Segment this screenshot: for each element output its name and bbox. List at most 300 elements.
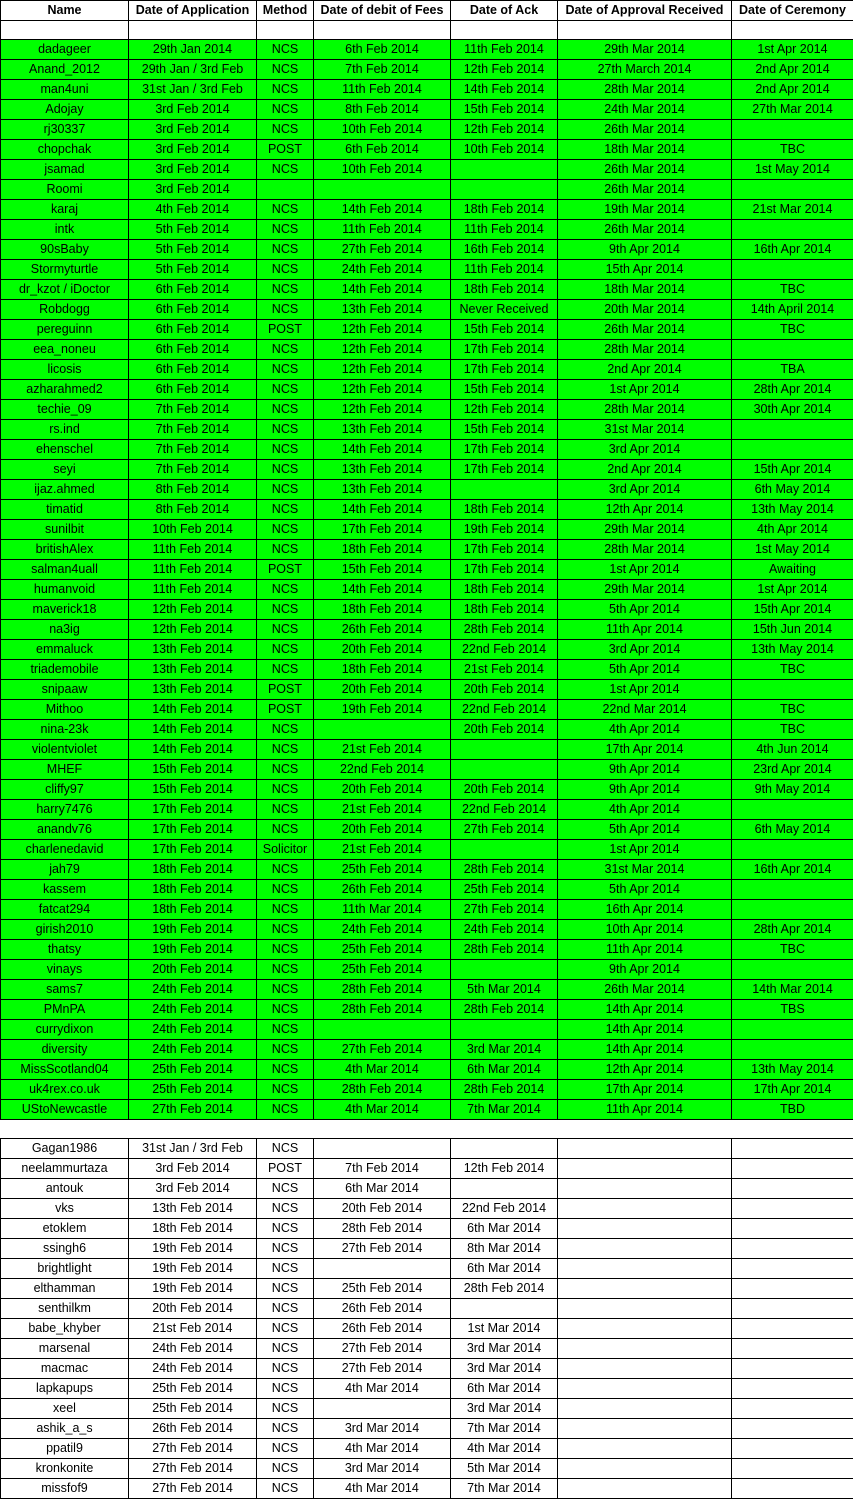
- method-cell: NCS: [257, 920, 314, 940]
- method-cell: NCS: [257, 980, 314, 1000]
- table-body: [1, 21, 853, 1499]
- date-of-approval-received-cell: [558, 1259, 732, 1279]
- approved-row: [1, 960, 853, 980]
- name-cell: intk: [1, 220, 129, 240]
- date-of-application-cell: 3rd Feb 2014: [129, 140, 257, 160]
- name-cell: violentviolet: [1, 740, 129, 760]
- date-of-approval-received-cell: 1st Apr 2014: [558, 840, 732, 860]
- header-name: Name: [1, 1, 129, 21]
- date-of-ceremony-cell: [732, 1299, 853, 1319]
- date-of-approval-received-cell: [558, 1219, 732, 1239]
- name-cell: rs.ind: [1, 420, 129, 440]
- approved-row: [1, 900, 853, 920]
- date-of-ack-cell: 28th Feb 2014: [451, 940, 558, 960]
- method-cell: NCS: [257, 460, 314, 480]
- approved-row: [1, 340, 853, 360]
- date-of-approval-received-cell: 29th Mar 2014: [558, 40, 732, 60]
- date-of-debit-of-fees-cell: 10th Feb 2014: [314, 160, 451, 180]
- date-of-application-cell: 25th Feb 2014: [129, 1379, 257, 1399]
- date-of-ceremony-cell: 13th May 2014: [732, 500, 853, 520]
- date-of-application-cell: 25th Feb 2014: [129, 1080, 257, 1100]
- name-cell: chopchak: [1, 140, 129, 160]
- date-of-ceremony-cell: TBD: [732, 1100, 853, 1120]
- date-of-debit-of-fees-cell: 13th Feb 2014: [314, 300, 451, 320]
- date-of-debit-of-fees-cell: 20th Feb 2014: [314, 780, 451, 800]
- date-of-ceremony-cell: [732, 1199, 853, 1219]
- date-of-application-cell: 20th Feb 2014: [129, 960, 257, 980]
- method-cell: NCS: [257, 1479, 314, 1499]
- date-of-application-cell: 3rd Feb 2014: [129, 1159, 257, 1179]
- date-of-application-cell: 19th Feb 2014: [129, 1259, 257, 1279]
- name-cell: timatid: [1, 500, 129, 520]
- date-of-ceremony-cell: 28th Apr 2014: [732, 920, 853, 940]
- date-of-ack-cell: 1st Mar 2014: [451, 1319, 558, 1339]
- date-of-ack-cell: 12th Feb 2014: [451, 400, 558, 420]
- date-of-ceremony-cell: [732, 1159, 853, 1179]
- approved-row: [1, 760, 853, 780]
- date-of-ceremony-cell: 9th May 2014: [732, 780, 853, 800]
- date-of-approval-received-cell: 29th Mar 2014: [558, 520, 732, 540]
- date-of-ack-cell: [451, 760, 558, 780]
- date-of-ack-cell: 7th Mar 2014: [451, 1100, 558, 1120]
- pending-row: [1, 1139, 853, 1159]
- approved-row: [1, 940, 853, 960]
- date-of-debit-of-fees-cell: 3rd Mar 2014: [314, 1459, 451, 1479]
- date-of-approval-received-cell: 31st Mar 2014: [558, 420, 732, 440]
- header-date-of-debit-of-fees: Date of debit of Fees: [314, 1, 451, 21]
- date-of-approval-received-cell: [558, 1419, 732, 1439]
- date-of-ceremony-cell: [732, 840, 853, 860]
- date-of-approval-received-cell: 4th Apr 2014: [558, 800, 732, 820]
- date-of-approval-received-cell: 15th Apr 2014: [558, 260, 732, 280]
- date-of-ack-cell: 15th Feb 2014: [451, 320, 558, 340]
- approved-row: [1, 400, 853, 420]
- method-cell: NCS: [257, 660, 314, 680]
- pending-row: [1, 1239, 853, 1259]
- approved-row: [1, 460, 853, 480]
- name-cell: neelammurtaza: [1, 1159, 129, 1179]
- approved-row: [1, 60, 853, 80]
- date-of-approval-received-cell: 1st Apr 2014: [558, 380, 732, 400]
- date-of-ceremony-cell: 16th Apr 2014: [732, 860, 853, 880]
- pending-row: [1, 1279, 853, 1299]
- date-of-application-cell: 17th Feb 2014: [129, 800, 257, 820]
- date-of-debit-of-fees-cell: 4th Mar 2014: [314, 1479, 451, 1499]
- pending-row: [1, 1359, 853, 1379]
- date-of-ack-cell: 15th Feb 2014: [451, 380, 558, 400]
- date-of-application-cell: 7th Feb 2014: [129, 420, 257, 440]
- date-of-ack-cell: 5th Mar 2014: [451, 980, 558, 1000]
- date-of-approval-received-cell: [558, 1379, 732, 1399]
- date-of-approval-received-cell: 14th Apr 2014: [558, 1000, 732, 1020]
- date-of-ack-cell: 28th Feb 2014: [451, 620, 558, 640]
- date-of-ack-cell: 21st Feb 2014: [451, 660, 558, 680]
- pending-row: [1, 1439, 853, 1459]
- date-of-debit-of-fees-cell: 6th Mar 2014: [314, 1179, 451, 1199]
- method-cell: NCS: [257, 1080, 314, 1100]
- date-of-ceremony-cell: 21st Mar 2014: [732, 200, 853, 220]
- name-cell: ijaz.ahmed: [1, 480, 129, 500]
- date-of-ceremony-cell: 2nd Apr 2014: [732, 80, 853, 100]
- name-cell: Gagan1986: [1, 1139, 129, 1159]
- date-of-approval-received-cell: 18th Mar 2014: [558, 280, 732, 300]
- date-of-approval-received-cell: 27th March 2014: [558, 60, 732, 80]
- method-cell: Solicitor: [257, 840, 314, 860]
- date-of-ack-cell: 22nd Feb 2014: [451, 640, 558, 660]
- date-of-application-cell: 3rd Feb 2014: [129, 100, 257, 120]
- date-of-approval-received-cell: 31st Mar 2014: [558, 860, 732, 880]
- date-of-debit-of-fees-cell: 4th Mar 2014: [314, 1379, 451, 1399]
- name-cell: dadageer: [1, 40, 129, 60]
- date-of-ceremony-cell: 28th Apr 2014: [732, 380, 853, 400]
- method-cell: NCS: [257, 400, 314, 420]
- method-cell: NCS: [257, 900, 314, 920]
- date-of-ceremony-cell: [732, 440, 853, 460]
- empty-cell: [129, 21, 257, 40]
- date-of-ceremony-cell: [732, 120, 853, 140]
- header-date-of-ceremony: Date of Ceremony: [732, 1, 853, 21]
- pending-row: [1, 1479, 853, 1499]
- method-cell: NCS: [257, 360, 314, 380]
- date-of-debit-of-fees-cell: 13th Feb 2014: [314, 420, 451, 440]
- date-of-debit-of-fees-cell: 4th Mar 2014: [314, 1100, 451, 1120]
- date-of-application-cell: 14th Feb 2014: [129, 720, 257, 740]
- empty-cell: [558, 21, 732, 40]
- date-of-application-cell: 19th Feb 2014: [129, 1239, 257, 1259]
- method-cell: NCS: [257, 1040, 314, 1060]
- date-of-debit-of-fees-cell: 14th Feb 2014: [314, 280, 451, 300]
- date-of-ack-cell: 28th Feb 2014: [451, 1279, 558, 1299]
- method-cell: NCS: [257, 160, 314, 180]
- date-of-approval-received-cell: 2nd Apr 2014: [558, 460, 732, 480]
- date-of-debit-of-fees-cell: 25th Feb 2014: [314, 960, 451, 980]
- date-of-debit-of-fees-cell: 4th Mar 2014: [314, 1060, 451, 1080]
- date-of-ceremony-cell: Awaiting: [732, 560, 853, 580]
- method-cell: NCS: [257, 880, 314, 900]
- date-of-ceremony-cell: [732, 1379, 853, 1399]
- date-of-application-cell: 6th Feb 2014: [129, 300, 257, 320]
- method-cell: NCS: [257, 540, 314, 560]
- approved-row: [1, 820, 853, 840]
- name-cell: brightlight: [1, 1259, 129, 1279]
- approved-row: [1, 240, 853, 260]
- date-of-ack-cell: 6th Mar 2014: [451, 1379, 558, 1399]
- date-of-application-cell: 13th Feb 2014: [129, 680, 257, 700]
- method-cell: NCS: [257, 1359, 314, 1379]
- empty-cell: [314, 21, 451, 40]
- date-of-ceremony-cell: 4th Apr 2014: [732, 520, 853, 540]
- date-of-application-cell: 12th Feb 2014: [129, 620, 257, 640]
- method-cell: POST: [257, 560, 314, 580]
- date-of-ceremony-cell: TBC: [732, 280, 853, 300]
- name-cell: salman4uall: [1, 560, 129, 580]
- date-of-application-cell: 24th Feb 2014: [129, 1040, 257, 1060]
- date-of-application-cell: 24th Feb 2014: [129, 1339, 257, 1359]
- date-of-approval-received-cell: 22nd Mar 2014: [558, 700, 732, 720]
- name-cell: fatcat294: [1, 900, 129, 920]
- method-cell: NCS: [257, 1000, 314, 1020]
- date-of-debit-of-fees-cell: 26th Feb 2014: [314, 620, 451, 640]
- date-of-ack-cell: 11th Feb 2014: [451, 40, 558, 60]
- date-of-ack-cell: 5th Mar 2014: [451, 1459, 558, 1479]
- date-of-ack-cell: 22nd Feb 2014: [451, 800, 558, 820]
- date-of-debit-of-fees-cell: 6th Feb 2014: [314, 140, 451, 160]
- date-of-application-cell: 27th Feb 2014: [129, 1479, 257, 1499]
- date-of-ack-cell: [451, 1179, 558, 1199]
- date-of-debit-of-fees-cell: 18th Feb 2014: [314, 600, 451, 620]
- name-cell: girish2010: [1, 920, 129, 940]
- approved-row: [1, 280, 853, 300]
- date-of-application-cell: 12th Feb 2014: [129, 600, 257, 620]
- method-cell: NCS: [257, 960, 314, 980]
- date-of-application-cell: 11th Feb 2014: [129, 580, 257, 600]
- date-of-application-cell: 29th Jan 2014: [129, 40, 257, 60]
- date-of-application-cell: 15th Feb 2014: [129, 760, 257, 780]
- date-of-ack-cell: 3rd Mar 2014: [451, 1040, 558, 1060]
- date-of-approval-received-cell: 26th Mar 2014: [558, 160, 732, 180]
- name-cell: jsamad: [1, 160, 129, 180]
- date-of-ack-cell: 3rd Mar 2014: [451, 1399, 558, 1419]
- date-of-ceremony-cell: 13th May 2014: [732, 640, 853, 660]
- date-of-approval-received-cell: 26th Mar 2014: [558, 120, 732, 140]
- date-of-ack-cell: 8th Mar 2014: [451, 1239, 558, 1259]
- date-of-ack-cell: [451, 1020, 558, 1040]
- date-of-ack-cell: 19th Feb 2014: [451, 520, 558, 540]
- approved-row: [1, 160, 853, 180]
- date-of-application-cell: 17th Feb 2014: [129, 820, 257, 840]
- method-cell: NCS: [257, 380, 314, 400]
- date-of-application-cell: 19th Feb 2014: [129, 940, 257, 960]
- date-of-ack-cell: 4th Mar 2014: [451, 1439, 558, 1459]
- separator-row: [1, 1120, 853, 1139]
- date-of-ceremony-cell: [732, 420, 853, 440]
- name-cell: snipaaw: [1, 680, 129, 700]
- pending-row: [1, 1399, 853, 1419]
- date-of-approval-received-cell: 11th Apr 2014: [558, 620, 732, 640]
- approved-row: [1, 780, 853, 800]
- date-of-approval-received-cell: 29th Mar 2014: [558, 580, 732, 600]
- date-of-approval-received-cell: [558, 1459, 732, 1479]
- date-of-debit-of-fees-cell: 15th Feb 2014: [314, 560, 451, 580]
- date-of-ack-cell: 12th Feb 2014: [451, 1159, 558, 1179]
- name-cell: man4uni: [1, 80, 129, 100]
- date-of-approval-received-cell: 19th Mar 2014: [558, 200, 732, 220]
- date-of-ceremony-cell: 17th Apr 2014: [732, 1080, 853, 1100]
- date-of-ceremony-cell: 4th Jun 2014: [732, 740, 853, 760]
- date-of-ack-cell: 17th Feb 2014: [451, 540, 558, 560]
- date-of-approval-received-cell: [558, 1479, 732, 1499]
- date-of-application-cell: 21st Feb 2014: [129, 1319, 257, 1339]
- date-of-ack-cell: 18th Feb 2014: [451, 200, 558, 220]
- approved-row: [1, 800, 853, 820]
- date-of-application-cell: 7th Feb 2014: [129, 460, 257, 480]
- name-cell: anandv76: [1, 820, 129, 840]
- date-of-application-cell: 7th Feb 2014: [129, 440, 257, 460]
- name-cell: na3ig: [1, 620, 129, 640]
- date-of-approval-received-cell: 24th Mar 2014: [558, 100, 732, 120]
- method-cell: NCS: [257, 1459, 314, 1479]
- date-of-ceremony-cell: [732, 1239, 853, 1259]
- name-cell: elthamman: [1, 1279, 129, 1299]
- date-of-approval-received-cell: [558, 1199, 732, 1219]
- header-date-of-approval-received: Date of Approval Received: [558, 1, 732, 21]
- method-cell: POST: [257, 700, 314, 720]
- method-cell: NCS: [257, 1319, 314, 1339]
- method-cell: NCS: [257, 720, 314, 740]
- date-of-debit-of-fees-cell: [314, 180, 451, 200]
- pending-row: [1, 1379, 853, 1399]
- date-of-ceremony-cell: [732, 220, 853, 240]
- method-cell: NCS: [257, 860, 314, 880]
- date-of-ack-cell: 10th Feb 2014: [451, 140, 558, 160]
- approved-row: [1, 1080, 853, 1100]
- name-cell: kassem: [1, 880, 129, 900]
- name-cell: etoklem: [1, 1219, 129, 1239]
- method-cell: NCS: [257, 1279, 314, 1299]
- pending-row: [1, 1259, 853, 1279]
- date-of-application-cell: 18th Feb 2014: [129, 880, 257, 900]
- approved-row: [1, 1020, 853, 1040]
- date-of-ceremony-cell: 23rd Apr 2014: [732, 760, 853, 780]
- date-of-ack-cell: [451, 180, 558, 200]
- date-of-debit-of-fees-cell: 13th Feb 2014: [314, 480, 451, 500]
- date-of-ack-cell: [451, 480, 558, 500]
- method-cell: NCS: [257, 1100, 314, 1120]
- date-of-application-cell: 19th Feb 2014: [129, 1279, 257, 1299]
- spacer-row: [1, 21, 853, 40]
- approved-row: [1, 1100, 853, 1120]
- approved-row: [1, 500, 853, 520]
- date-of-debit-of-fees-cell: 25th Feb 2014: [314, 860, 451, 880]
- pending-row: [1, 1219, 853, 1239]
- date-of-approval-received-cell: 9th Apr 2014: [558, 240, 732, 260]
- date-of-ceremony-cell: 15th Apr 2014: [732, 600, 853, 620]
- method-cell: NCS: [257, 60, 314, 80]
- date-of-ceremony-cell: 2nd Apr 2014: [732, 60, 853, 80]
- date-of-debit-of-fees-cell: 3rd Mar 2014: [314, 1419, 451, 1439]
- date-of-approval-received-cell: 5th Apr 2014: [558, 880, 732, 900]
- date-of-application-cell: 15th Feb 2014: [129, 780, 257, 800]
- pending-row: [1, 1199, 853, 1219]
- name-cell: maverick18: [1, 600, 129, 620]
- date-of-debit-of-fees-cell: 13th Feb 2014: [314, 460, 451, 480]
- date-of-application-cell: 8th Feb 2014: [129, 480, 257, 500]
- method-cell: NCS: [257, 260, 314, 280]
- date-of-ack-cell: Never Received: [451, 300, 558, 320]
- approved-row: [1, 480, 853, 500]
- date-of-approval-received-cell: [558, 1339, 732, 1359]
- date-of-application-cell: 18th Feb 2014: [129, 860, 257, 880]
- date-of-application-cell: 26th Feb 2014: [129, 1419, 257, 1439]
- empty-cell: [257, 1120, 314, 1139]
- date-of-application-cell: 20th Feb 2014: [129, 1299, 257, 1319]
- approved-row: [1, 580, 853, 600]
- name-cell: diversity: [1, 1040, 129, 1060]
- date-of-debit-of-fees-cell: 14th Feb 2014: [314, 440, 451, 460]
- date-of-ack-cell: 28th Feb 2014: [451, 1080, 558, 1100]
- pending-row: [1, 1339, 853, 1359]
- name-cell: antouk: [1, 1179, 129, 1199]
- date-of-debit-of-fees-cell: 12th Feb 2014: [314, 320, 451, 340]
- approved-row: [1, 620, 853, 640]
- approved-row: [1, 140, 853, 160]
- empty-cell: [129, 1120, 257, 1139]
- date-of-approval-received-cell: 11th Apr 2014: [558, 1100, 732, 1120]
- name-cell: britishAlex: [1, 540, 129, 560]
- date-of-ceremony-cell: [732, 1040, 853, 1060]
- date-of-debit-of-fees-cell: [314, 720, 451, 740]
- name-cell: rj30337: [1, 120, 129, 140]
- date-of-debit-of-fees-cell: 27th Feb 2014: [314, 240, 451, 260]
- date-of-application-cell: 6th Feb 2014: [129, 360, 257, 380]
- name-cell: 90sBaby: [1, 240, 129, 260]
- date-of-application-cell: 17th Feb 2014: [129, 840, 257, 860]
- name-cell: currydixon: [1, 1020, 129, 1040]
- date-of-approval-received-cell: 26th Mar 2014: [558, 980, 732, 1000]
- method-cell: NCS: [257, 940, 314, 960]
- method-cell: NCS: [257, 1259, 314, 1279]
- method-cell: NCS: [257, 100, 314, 120]
- empty-cell: [451, 21, 558, 40]
- date-of-approval-received-cell: 12th Apr 2014: [558, 1060, 732, 1080]
- name-cell: MHEF: [1, 760, 129, 780]
- method-cell: [257, 180, 314, 200]
- date-of-ack-cell: [451, 1299, 558, 1319]
- approved-row: [1, 120, 853, 140]
- date-of-ceremony-cell: [732, 1439, 853, 1459]
- date-of-ack-cell: 15th Feb 2014: [451, 420, 558, 440]
- date-of-ack-cell: 28th Feb 2014: [451, 1000, 558, 1020]
- name-cell: vinays: [1, 960, 129, 980]
- approved-row: [1, 100, 853, 120]
- date-of-debit-of-fees-cell: 21st Feb 2014: [314, 740, 451, 760]
- method-cell: NCS: [257, 1060, 314, 1080]
- date-of-approval-received-cell: 3rd Apr 2014: [558, 640, 732, 660]
- date-of-ack-cell: 6th Mar 2014: [451, 1219, 558, 1239]
- date-of-application-cell: 24th Feb 2014: [129, 1020, 257, 1040]
- date-of-approval-received-cell: 5th Apr 2014: [558, 820, 732, 840]
- date-of-ceremony-cell: 14th Mar 2014: [732, 980, 853, 1000]
- date-of-approval-received-cell: [558, 1359, 732, 1379]
- date-of-ack-cell: 28th Feb 2014: [451, 860, 558, 880]
- approved-row: [1, 920, 853, 940]
- method-cell: NCS: [257, 240, 314, 260]
- date-of-approval-received-cell: [558, 1179, 732, 1199]
- date-of-ack-cell: 12th Feb 2014: [451, 60, 558, 80]
- date-of-ack-cell: 27th Feb 2014: [451, 900, 558, 920]
- method-cell: NCS: [257, 580, 314, 600]
- header-row: [1, 1, 853, 21]
- method-cell: NCS: [257, 500, 314, 520]
- date-of-ack-cell: [451, 740, 558, 760]
- approved-row: [1, 80, 853, 100]
- name-cell: sams7: [1, 980, 129, 1000]
- name-cell: nina-23k: [1, 720, 129, 740]
- date-of-ack-cell: 12th Feb 2014: [451, 120, 558, 140]
- method-cell: NCS: [257, 120, 314, 140]
- header-date-of-ack: Date of Ack: [451, 1, 558, 21]
- date-of-ceremony-cell: TBC: [732, 940, 853, 960]
- date-of-application-cell: 6th Feb 2014: [129, 320, 257, 340]
- method-cell: NCS: [257, 1339, 314, 1359]
- method-cell: NCS: [257, 340, 314, 360]
- pending-row: [1, 1299, 853, 1319]
- method-cell: NCS: [257, 820, 314, 840]
- empty-cell: [314, 1120, 451, 1139]
- date-of-ceremony-cell: [732, 800, 853, 820]
- date-of-debit-of-fees-cell: 21st Feb 2014: [314, 800, 451, 820]
- date-of-ack-cell: 24th Feb 2014: [451, 920, 558, 940]
